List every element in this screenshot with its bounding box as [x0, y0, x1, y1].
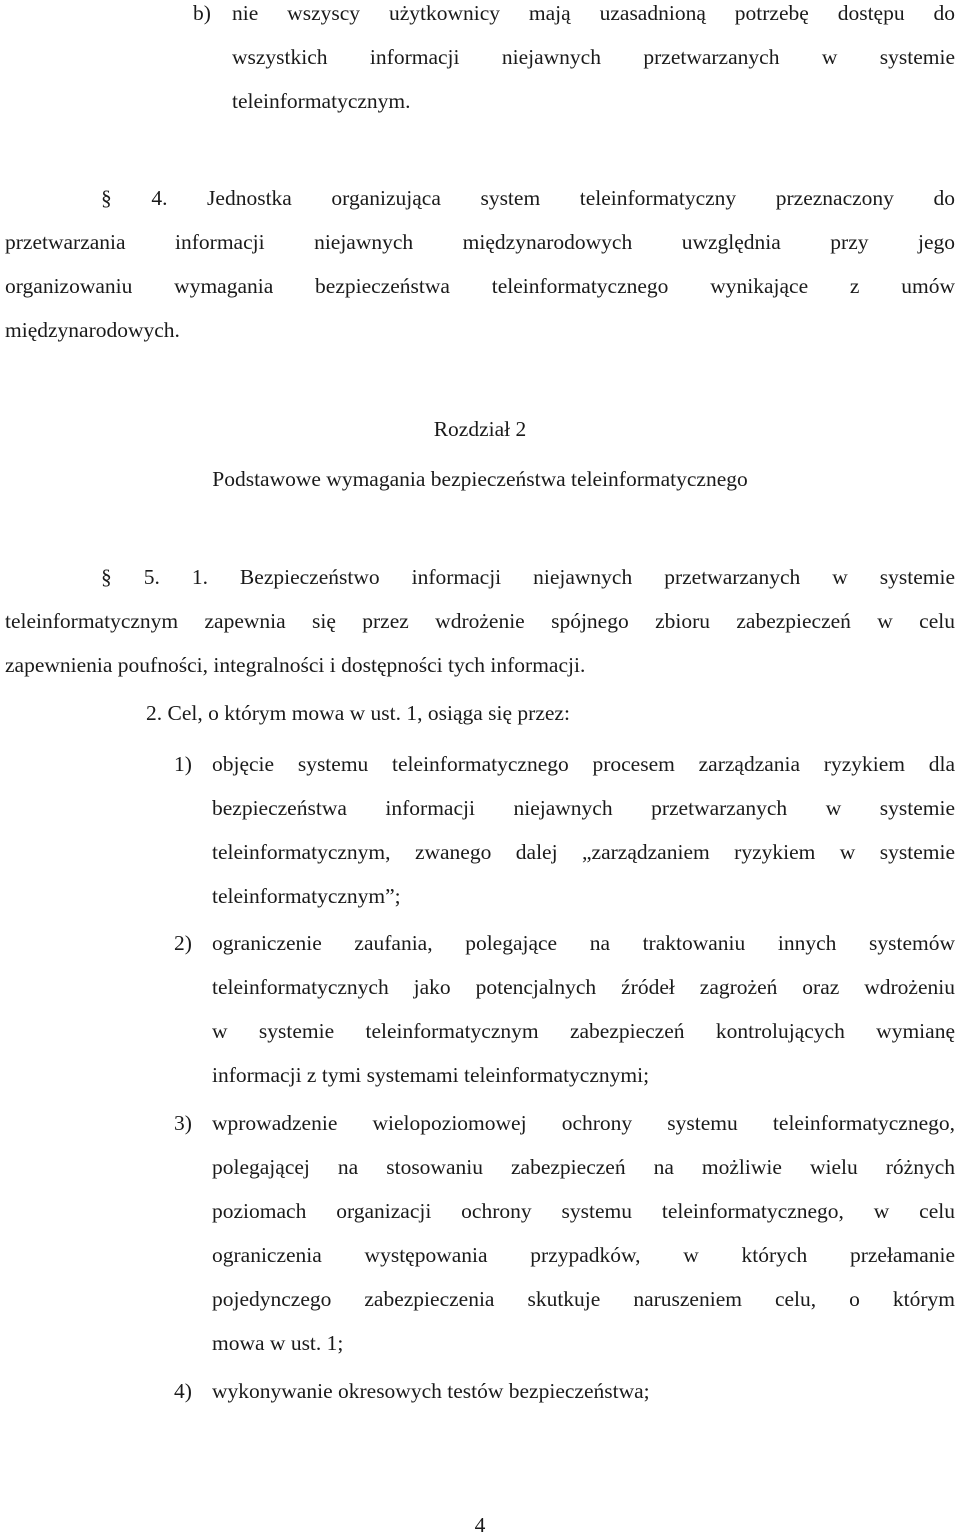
text-line: § 4. Jednostka organizująca system teleinformatyczny przeznaczony do	[101, 186, 955, 210]
text-line: informacji z tymi systemami teleinformatycznymi;	[212, 1063, 650, 1087]
text-line: polegającej na stosowaniu zabezpieczeń na możliwie wielu różnych	[212, 1155, 955, 1179]
text-line: teleinformatycznych jako potencjalnych źródeł zagrożeń oraz wdrożeniu	[212, 975, 955, 999]
text-line: ograniczenia występowania przypadków, w których przełamanie	[212, 1243, 955, 1267]
list-item	[212, 742, 955, 918]
text-line: międzynarodowych.	[5, 318, 180, 342]
text-line: objęcie systemu teleinformatycznego procesem zarządzania ryzykiem dla	[212, 752, 955, 776]
text-line: teleinformatycznym”;	[212, 884, 401, 908]
text-line: teleinformatycznym, zwanego dalej „zarządzaniem ryzykiem w systemie	[212, 840, 955, 864]
text-line: poziomach organizacji ochrony systemu teleinformatycznego, w celu	[212, 1199, 955, 1223]
chapter-title: Podstawowe wymagania bezpieczeństwa teleinformatycznego	[212, 467, 748, 491]
text-line: wykonywanie okresowych testów bezpieczeństwa;	[212, 1379, 650, 1403]
page-number: 4	[474, 1513, 486, 1537]
text-line: w systemie teleinformatycznym zabezpieczeń kontrolujących wymianę	[212, 1019, 955, 1043]
paragraph-4	[5, 176, 955, 352]
text-line: pojedynczego zabezpieczenia skutkuje naruszeniem celu, o którym	[212, 1287, 955, 1311]
list-item-label: 2)	[174, 931, 192, 955]
text-line: teleinformatycznym.	[232, 89, 411, 113]
list-item-label: 3)	[174, 1111, 192, 1135]
paragraph-5	[5, 555, 955, 687]
text-line: teleinformatycznym zapewnia się przez wdrożenie spójnego zbioru zabezpieczeń w celu	[5, 609, 955, 633]
text-line: nie wszyscy użytkownicy mają uzasadnioną potrzebę dostępu do	[232, 1, 955, 25]
list-item-label: 4)	[174, 1379, 192, 1403]
list-item	[212, 1369, 955, 1413]
chapter-number: Rozdział 2	[433, 417, 527, 441]
list-item-continuation	[232, 0, 955, 123]
list-item	[212, 1101, 955, 1365]
text-line: ograniczenie zaufania, polegające na traktowaniu innych systemów	[212, 931, 955, 955]
text-line: zapewnienia poufności, integralności i dostępności tych informacji.	[5, 653, 586, 677]
list-item	[212, 921, 955, 1097]
text-line: § 5. 1. Bezpieczeństwo informacji niejawnych przetwarzanych w systemie	[101, 565, 955, 589]
text-line: wprowadzenie wielopoziomowej ochrony systemu teleinformatycznego,	[212, 1111, 955, 1135]
text-line: mowa w ust. 1;	[212, 1331, 344, 1355]
text-line: wszystkich informacji niejawnych przetwarzanych w systemie	[232, 45, 955, 69]
text-line: przetwarzania informacji niejawnych międzynarodowych uwzględnia przy jego	[5, 230, 955, 254]
paragraph-5-section-2: 2. Cel, o którym mowa w ust. 1, osiąga się przez:	[146, 701, 570, 725]
text-line: organizowaniu wymagania bezpieczeństwa teleinformatycznego wynikające z umów	[5, 274, 955, 298]
list-item-label: 1)	[174, 752, 192, 776]
text-line: bezpieczeństwa informacji niejawnych przetwarzanych w systemie	[212, 796, 955, 820]
list-item-label: b)	[193, 1, 211, 25]
